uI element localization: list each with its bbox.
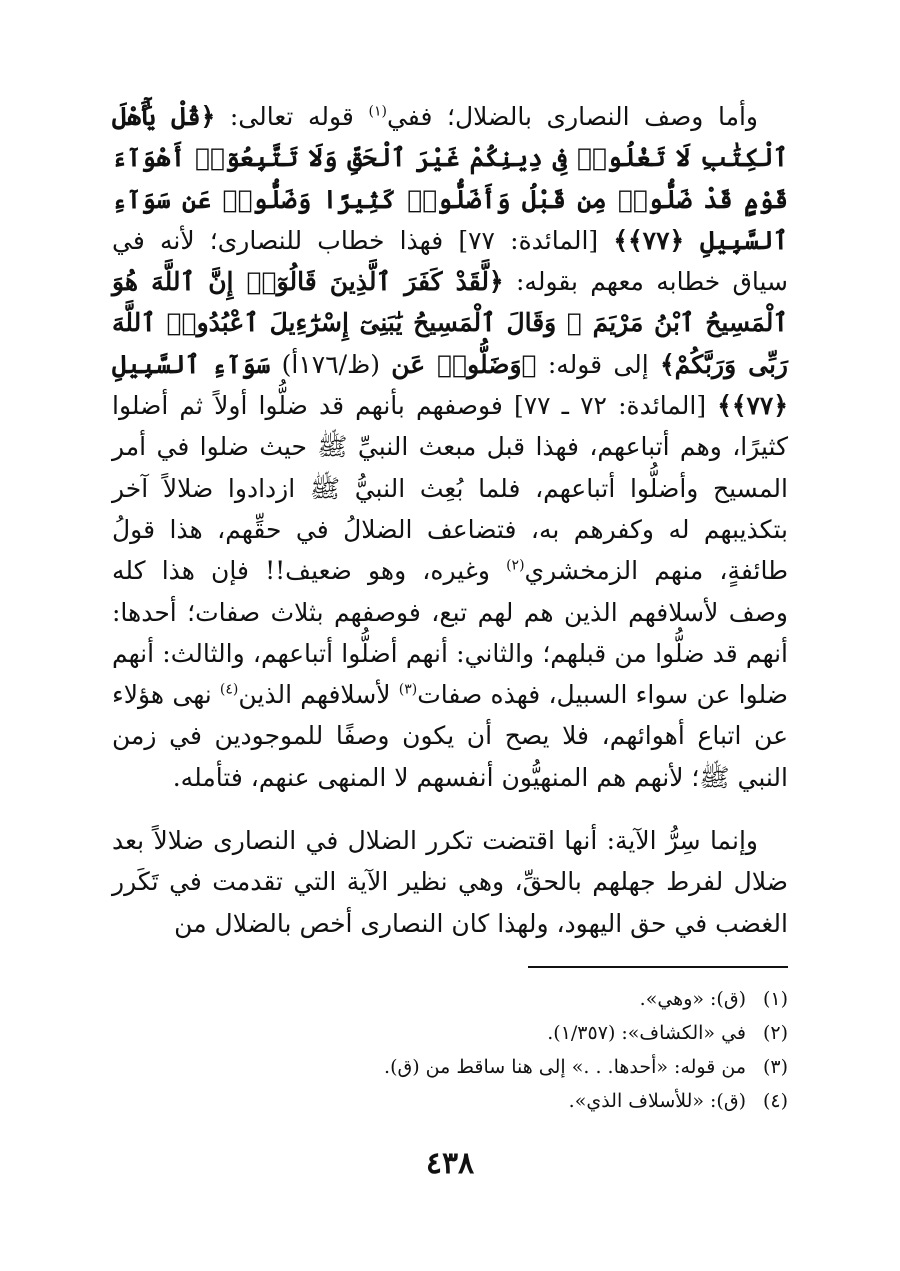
page-number: ٤٣٨ bbox=[425, 1146, 475, 1181]
footnote-reference: (٢) bbox=[506, 557, 525, 574]
text-run: وإنما سِرُّ الآية: أنها اقتضت تكرر الضلال في النصارى ضلالاً بعد ضلال لفرط جهلهم بالحقِّ، وهي نظير الآية التي تقدمت في تَكَرر الغضب في حق اليهود، ولهذا كان النصارى أخص بالضلال من bbox=[112, 826, 788, 938]
text-run: قوله تعالى: bbox=[215, 102, 369, 131]
footnote-text: من قوله: «أحدها. . .» إلى هنا ساقط من (ق). bbox=[384, 1056, 746, 1078]
text-run: نهى هؤلاء عن اتباع أهوائهم، فلا يصح أن يكون وصفًا للموجودين في زمن النبي ﷺ؛ لأنهم هم المنهيُّون أنفسهم لا المنهى عنهم، فتأمله. bbox=[112, 680, 788, 792]
quran-verse: ﴿وَضَلُّوا۟ عَن bbox=[391, 349, 537, 379]
footnote bbox=[112, 1016, 788, 1050]
text-run: [المائدة: ٧٢ ـ ٧٧] فوصفهم بأنهم قد ضلُّوا أولاً ثم أضلوا كثيرًا، وهم أتباعهم، فهذا قبل مبعث النبيِّ ﷺ حيث ضلوا في أمر المسيح وأضلُّوا أتباعهم، فلما بُعِث النبيُّ ﷺ ازدادوا ضلالاً آخر بتكذيبهم له وكفرهم به، فتضاعف الضلالُ في حقِّهم، هذا قولُ طائفةٍ، منهم الزمخشري bbox=[112, 391, 788, 586]
text-run: وأما وصف النصارى بالضلال؛ ففي bbox=[386, 102, 758, 131]
footnote-reference: (١) bbox=[368, 103, 387, 120]
paragraph bbox=[112, 820, 788, 944]
text-run: إلى قوله: bbox=[536, 349, 660, 379]
footnote-reference: (٤) bbox=[219, 681, 239, 698]
footnote-separator bbox=[528, 966, 788, 968]
footnote-text: في «الكشاف»: (١/٣٥٧). bbox=[547, 1022, 746, 1044]
footnote-text: (ق): «وهي». bbox=[639, 988, 746, 1010]
footnote bbox=[112, 982, 788, 1016]
text-run: لأسلافهم الذين bbox=[238, 680, 399, 710]
quran-verse: سَوَآءِ ٱلسَّبِيلِ ﴿٧٧﴾﴾ bbox=[112, 349, 788, 421]
footnotes bbox=[112, 982, 788, 1118]
footnote-text: (ق): «للأسلاف الذي». bbox=[568, 1090, 746, 1112]
footnote bbox=[112, 1084, 788, 1118]
main-text bbox=[112, 96, 788, 944]
footnote-number: (٣) bbox=[762, 1056, 788, 1078]
quran-verse: ﴿قُلْ يَٰٓأَهْلَ ٱلْكِتَٰبِ لَا تَغْلُوا۟ فِى دِينِكُمْ غَيْرَ ٱلْحَقِّ وَلَا تَتَّبِعُوٓا۟ أَهْوَآءَ قَوْمٍ قَدْ ضَلُّوا۟ مِن قَبْلُ وَأَضَلُّوا۟ كَثِيرًا وَضَلُّوا۟ عَن سَوَآءِ ٱلسَّبِيلِ ﴿٧٧﴾﴾ bbox=[112, 102, 788, 255]
footnote-number: (٢) bbox=[762, 1022, 788, 1044]
text-run: (ظ/١٧٦أ) bbox=[270, 349, 392, 379]
quran-verse: ﴿لَّقَدْ كَفَرَ ٱلَّذِينَ قَالُوٓا۟ إِنَّ ٱللَّهَ هُوَ ٱلْمَسِيحُ ٱبْنُ مَرْيَمَ ۖ وَقَالَ ٱلْمَسِيحُ يَٰبَنِىٓ إِسْرَٰٓءِيلَ ٱعْبُدُوا۟ ٱللَّهَ رَبِّى وَرَبَّكُمْ﴾ bbox=[112, 267, 788, 379]
footnote bbox=[112, 1050, 788, 1084]
text-run: وغيره، وهو ضعيف!! فإن هذا كله وصف لأسلافهم الذين هم لهم تبع، فوصفهم بثلاث صفات؛ أحدها: أنهم قد ضلُّوا من قبلهم؛ والثاني: أنهم أضلُّوا أتباعهم، والثالث: أنهم ضلوا عن سواء السبيل، فهذه صفات bbox=[112, 556, 788, 710]
footnote-number: (٤) bbox=[762, 1090, 788, 1112]
footnote-reference: (٣) bbox=[398, 681, 418, 698]
text-run: [المائدة: ٧٧] فهذا خطاب للنصارى؛ لأنه في سياق خطابه معهم بقوله: bbox=[112, 225, 788, 297]
paragraph bbox=[112, 96, 788, 798]
footnote-number: (١) bbox=[762, 988, 788, 1010]
